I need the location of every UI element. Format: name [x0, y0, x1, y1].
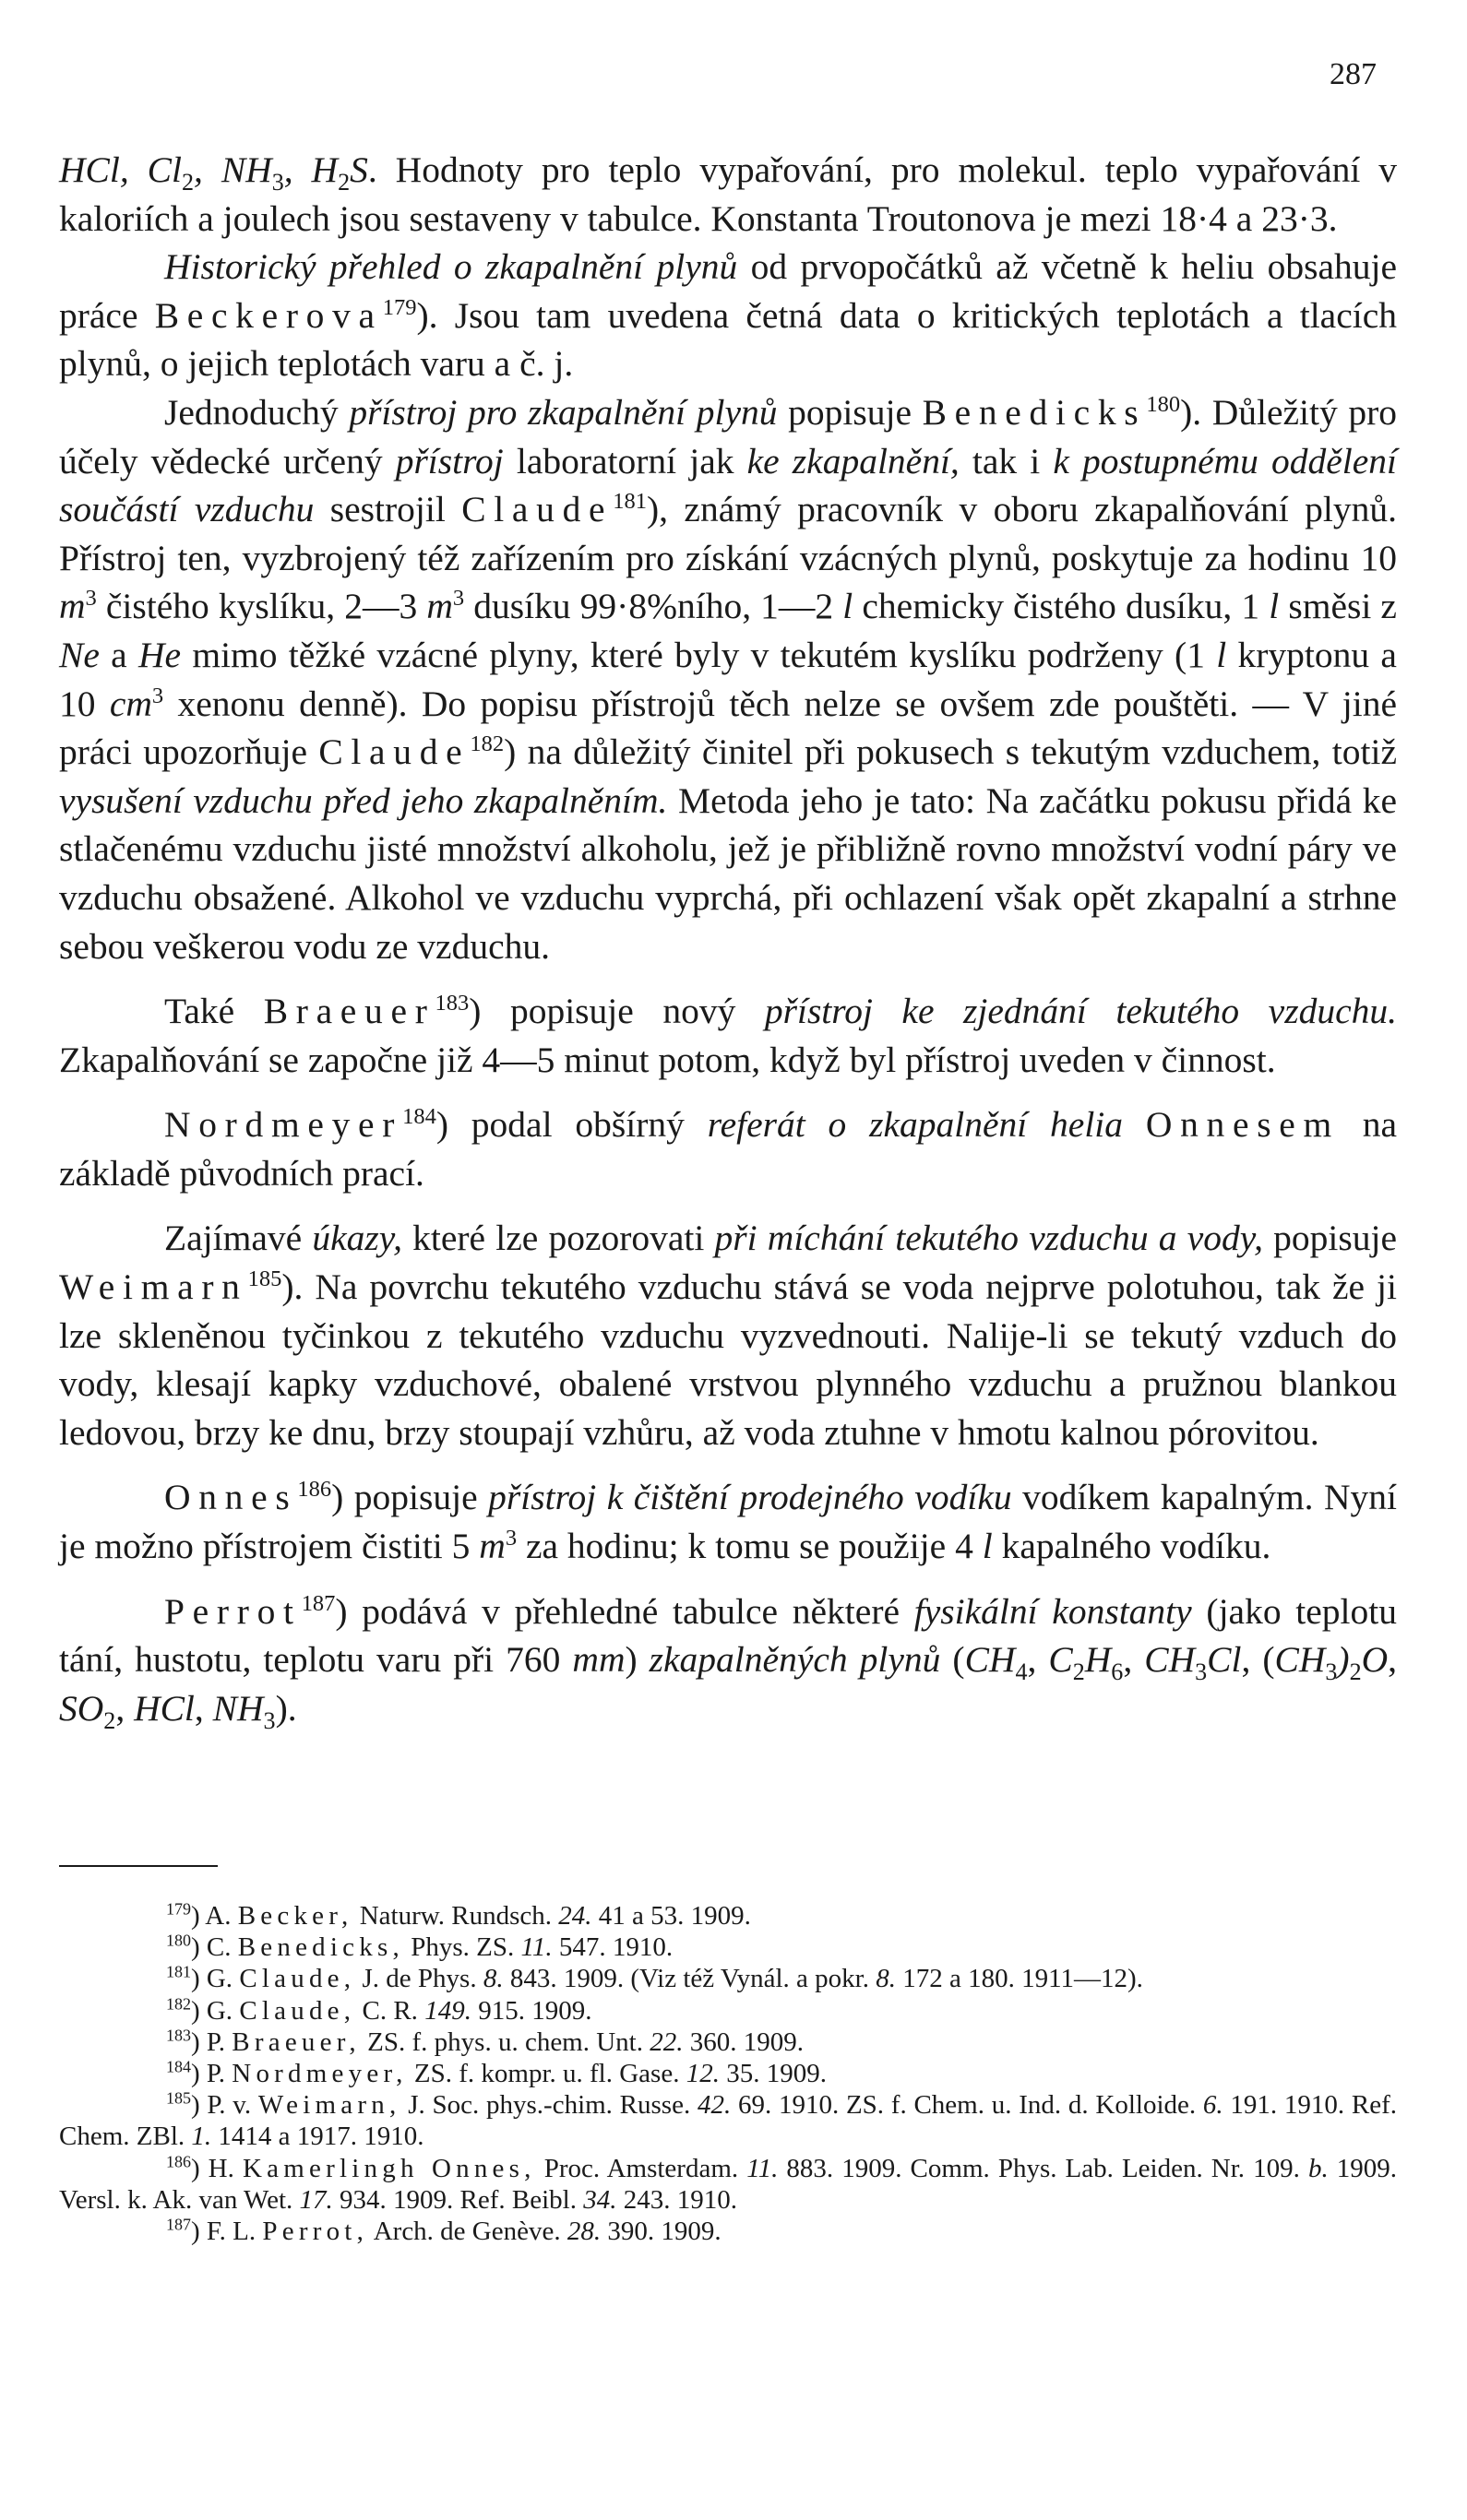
- text-run: čistého kyslíku, 2—3: [96, 586, 427, 627]
- italic-text: 1.: [191, 2122, 212, 2152]
- text-run: ).: [275, 1687, 297, 1729]
- superscript: 179: [166, 1899, 191, 1919]
- text-run: 1909. Versl. k. Ak. van Wet.: [59, 2153, 1398, 2215]
- superscript: 186: [166, 2151, 191, 2170]
- italic-text: cm: [109, 683, 152, 724]
- text-run: . Hodnoty pro teplo vypařování, pro molekul. teplo vypařování v kaloriích a joulech jsou sestaveny v tabulce. Konstanta Troutonova je mezi 18·4 a 23·3.: [59, 149, 1398, 239]
- italic-text: 17.: [299, 2184, 333, 2215]
- italic-text: mm: [572, 1639, 626, 1681]
- text-run: Zkapalňování se započne již 4—5 minut potom, když byl přístroj uveden v činnost.: [59, 1039, 1276, 1080]
- italic-text: při míchání tekutého vzduchu a vody,: [714, 1218, 1263, 1259]
- paragraph: [59, 1100, 1397, 1197]
- text-run: 172 a 180. 1911—12).: [895, 1964, 1143, 1994]
- superscript: 182: [470, 731, 505, 756]
- footnote: [59, 1963, 1397, 1994]
- text-run: ) G.: [190, 1964, 240, 1994]
- text-run: 191. 1910. Ref. Chem. ZBl.: [59, 2090, 1397, 2152]
- italic-text: , NH: [194, 149, 272, 190]
- text-run: kapalného vodíku.: [992, 1526, 1271, 1567]
- italic-text: l: [842, 586, 853, 627]
- italic-text: ke zkapalnění,: [746, 440, 960, 481]
- italic-text: l: [982, 1526, 993, 1567]
- superscript: 181: [166, 1962, 191, 1981]
- text-run: směsi z: [1279, 586, 1397, 627]
- spaced-name: Perrot: [164, 1590, 302, 1632]
- italic-text: HCl: [134, 1687, 195, 1729]
- italic-text: 11.: [746, 2153, 779, 2183]
- text-run: ). Jsou tam uvedena četná data o kritických teplotách a tlacích plynů, o jejich teplotách varu a č. j.: [59, 294, 1398, 385]
- italic-text: He: [138, 634, 182, 675]
- text-run: 35. 1909.: [719, 2059, 827, 2089]
- footnote: [59, 2027, 1397, 2058]
- text-run: ) popisuje nový: [469, 991, 765, 1032]
- paragraph: [59, 1473, 1397, 1570]
- text-run: ) podal obšírný: [435, 1104, 708, 1146]
- spaced-name: Beckerova: [154, 294, 383, 336]
- text-run: Také: [164, 991, 264, 1032]
- superscript: 180: [1146, 391, 1181, 417]
- text-run: ZS. f. phys. u. chem. Unt.: [360, 2027, 650, 2057]
- italic-text: m: [59, 586, 86, 627]
- footnote: [59, 1932, 1397, 1963]
- superscript: 184: [402, 1104, 436, 1130]
- text-run: ), známý pracovník v oboru zkapalňování plynů. Přístroj ten, vyzbrojený též zařízením pro získání vzácných plynů, poskytuje za hodinu 10: [59, 489, 1398, 578]
- subscript: 2: [181, 168, 195, 196]
- subscript: 6: [1111, 1658, 1124, 1686]
- text-run: ,: [115, 1687, 135, 1729]
- spaced-name: Weimarn: [59, 1266, 248, 1308]
- italic-text: l: [1216, 634, 1227, 675]
- italic-text: HCl, Cl: [59, 149, 182, 190]
- spaced-name: Claude,: [239, 1995, 356, 2026]
- italic-text: 149.: [424, 1995, 471, 2026]
- italic-text: 12.: [686, 2059, 720, 2089]
- italic-text: 11.: [520, 1932, 553, 1963]
- italic-text: 28.: [567, 2217, 602, 2247]
- superscript: 183: [435, 990, 470, 1016]
- spaced-name: Onnes: [164, 1477, 298, 1518]
- italic-text: fysikální konstanty: [913, 1590, 1192, 1632]
- italic-text: 22.: [650, 2027, 684, 2057]
- superscript: 181: [613, 489, 647, 514]
- subscript: 4: [1015, 1658, 1028, 1686]
- text-run: ZS. f. kompr. u. fl. Gase.: [407, 2059, 686, 2089]
- subscript: 3: [271, 168, 284, 196]
- spaced-name: Becker,: [237, 1901, 353, 1931]
- text-run: sestrojil: [314, 489, 462, 530]
- italic-text: m: [479, 1526, 506, 1567]
- italic-text: referát o zkapalnění helia: [707, 1104, 1124, 1146]
- text-run: ,: [1388, 1639, 1397, 1681]
- italic-text: , H: [283, 149, 339, 190]
- italic-text: úkazy,: [312, 1218, 402, 1259]
- text-run: 915. 1909.: [471, 1995, 592, 2026]
- text-run: 69. 1910. ZS. f. Chem. u. Ind. d. Kolloide.: [731, 2090, 1203, 2121]
- text-run: které lze pozorovati: [401, 1218, 715, 1259]
- subscript: 2: [1072, 1658, 1085, 1686]
- paragraph: [59, 987, 1397, 1084]
- italic-text: l: [1269, 586, 1280, 627]
- italic-text: S: [350, 149, 368, 190]
- text-run: tak i: [959, 440, 1054, 481]
- spaced-name: Braeuer,: [232, 2027, 361, 2057]
- text-run: , (: [1241, 1639, 1275, 1681]
- spaced-name: Kamerlingh Onnes,: [242, 2153, 536, 2183]
- superscript: 186: [297, 1477, 332, 1503]
- subscript: 3: [263, 1706, 276, 1734]
- italic-text: zkapalněných plynů: [649, 1639, 941, 1681]
- text-run: C. R.: [355, 1995, 425, 2026]
- superscript: 3: [452, 586, 465, 612]
- italic-text: 6.: [1202, 2090, 1223, 2121]
- spaced-name: Claude: [318, 731, 471, 773]
- italic-text: 8.: [483, 1964, 504, 1994]
- superscript: 187: [166, 2215, 191, 2234]
- spaced-name: Claude,: [239, 1964, 356, 1994]
- text-run: ). Na povrchu tekutého vzduchu stává se voda nejprve polotuhou, tak že ji lze skleněnou tyčinkou z tekutého vzduchu vyzvednouti. Nalije-li se tekutý vzduch do vody, klesají kapky vzduchové, obalené vrstvou plynného vzduchu a pružnou blankou ledovou, brzy ke dnu, brzy stoupají vzhůru, až voda ztuhne v hmotu kalnou pórovitou.: [59, 1266, 1397, 1453]
- paragraph: [59, 243, 1397, 388]
- footnote: [59, 2216, 1397, 2247]
- superscript: 3: [85, 586, 97, 612]
- spaced-name: Benedicks,: [237, 1932, 404, 1963]
- superscript: 187: [301, 1590, 336, 1616]
- paragraph: [59, 1587, 1397, 1733]
- text-run: J. de Phys.: [355, 1964, 483, 1994]
- italic-text: 8.: [876, 1964, 896, 1994]
- spaced-name: Weimarn,: [257, 2090, 401, 2121]
- italic-text: CH: [1144, 1639, 1196, 1681]
- italic-text: 34.: [583, 2184, 617, 2215]
- italic-text: k postupnému oddělení součástí vzduchu: [59, 440, 1398, 530]
- text-run: od prvopočátků až včetně k heliu obsahuje práce: [59, 246, 1398, 336]
- spaced-name: Nordmeyer,: [232, 2059, 408, 2089]
- italic-text: CH: [1274, 1639, 1326, 1681]
- italic-text: O: [1361, 1639, 1389, 1681]
- italic-text: SO: [59, 1687, 104, 1729]
- superscript: 183: [166, 2026, 191, 2045]
- body-text: [59, 146, 1397, 1732]
- italic-text: přístroj ke zjednání tekutého vzduchu.: [764, 991, 1397, 1032]
- text-run: ) H.: [190, 2153, 243, 2183]
- page-number: 287: [1330, 57, 1377, 91]
- footnotes: [59, 1900, 1397, 2247]
- footnote: [59, 2058, 1397, 2089]
- text-run: chemicky čistého dusíku, 1: [853, 586, 1270, 627]
- italic-text: přístroj pro zkapalnění plynů: [349, 391, 778, 433]
- italic-text: NH: [212, 1687, 264, 1729]
- spaced-name: Claude: [461, 489, 614, 530]
- text-run: ) C.: [190, 1932, 238, 1963]
- subscript: 3: [1195, 1658, 1208, 1686]
- subscript: 3: [1325, 1658, 1338, 1686]
- spaced-name: Perrot,: [262, 2217, 369, 2247]
- superscript: 182: [166, 1993, 191, 2013]
- text-run: dusíku 99·8%ního, 1—2: [464, 586, 843, 627]
- text-run: xenonu denně). Do popisu přístrojů těch nelze se ovšem zde pouštěti. — V jiné práci upozorňuje: [59, 683, 1397, 773]
- text-run: ) podává v přehledné tabulce některé: [335, 1590, 914, 1632]
- text-run: (jako teplotu tání, hustotu, teplotu varu při 760: [59, 1590, 1398, 1681]
- text-run: ) popisuje: [331, 1477, 489, 1518]
- text-run: Proc. Amsterdam.: [535, 2153, 747, 2183]
- text-run: ) G.: [190, 1995, 240, 2026]
- text-run: ) P.: [190, 2027, 233, 2057]
- text-run: popisuje: [777, 391, 923, 433]
- text-run: ,: [1123, 1639, 1145, 1681]
- text-run: 883. 1909. Comm. Phys. Lab. Leiden. Nr. 109.: [778, 2153, 1308, 2183]
- italic-text: b.: [1307, 2153, 1329, 2183]
- footnote: [59, 2153, 1397, 2216]
- subscript: 2: [1349, 1658, 1362, 1686]
- italic-text: CH: [964, 1639, 1016, 1681]
- text-run: Jednoduchý: [164, 391, 350, 433]
- footnote: [59, 1995, 1397, 2027]
- italic-text: přístroj: [395, 440, 504, 481]
- superscript: 3: [151, 683, 164, 708]
- superscript: 179: [382, 294, 417, 320]
- text-run: ) na důležitý činitel při pokusech s tekutým vzduchem, totiž: [504, 731, 1397, 773]
- italic-text: vysušení vzduchu před jeho zkapalněním.: [59, 779, 668, 821]
- footnote-divider: [59, 1865, 218, 1867]
- text-run: 360. 1909.: [683, 2027, 804, 2057]
- text-run: Arch. de Genève.: [368, 2217, 567, 2247]
- text-run: a: [99, 634, 138, 675]
- text-run: ) F. L.: [190, 2217, 263, 2247]
- superscript: 184: [166, 2057, 191, 2076]
- italic-text: 42.: [697, 2090, 732, 2121]
- text-run: 243. 1910.: [616, 2184, 737, 2215]
- text-run: ) P. v.: [190, 2090, 258, 2121]
- italic-text: 24.: [558, 1901, 592, 1931]
- italic-text: ): [1337, 1639, 1350, 1681]
- italic-text: Historický přehled o zkapalnění plynů: [164, 246, 738, 288]
- spaced-name: Nordmeyer: [164, 1104, 403, 1146]
- text-run: ,: [1027, 1639, 1049, 1681]
- text-run: ,: [194, 1687, 213, 1729]
- text-run: Zajímavé: [164, 1218, 313, 1259]
- subscript: 2: [103, 1706, 116, 1734]
- text-run: ). Důležitý pro účely vědecké určený: [59, 391, 1398, 481]
- paragraph: [59, 146, 1397, 243]
- italic-text: přístroj k čištění prodejného vodíku: [488, 1477, 1012, 1518]
- italic-text: C: [1048, 1639, 1073, 1681]
- paragraph: [59, 388, 1397, 970]
- text-run: vodíkem kapalným. Nyní je možno přístrojem čistiti 5: [59, 1477, 1397, 1567]
- text-run: 934. 1909. Ref. Beibl.: [332, 2184, 584, 2215]
- paragraph: [59, 1214, 1397, 1456]
- superscript: 180: [166, 1931, 191, 1950]
- italic-text: H: [1084, 1639, 1112, 1681]
- text-run: 41 a 53. 1909.: [591, 1901, 751, 1931]
- footnote: [59, 1900, 1397, 1932]
- text-run: (: [940, 1639, 965, 1681]
- spaced-name: Benedicks: [922, 391, 1147, 433]
- text-run: Metoda jeho je tato: Na začátku pokusu přidá ke stlačenému vzduchu jisté množství alkoholu, jež je přibližně rovno množství vodní páry ve vzduchu obsažené. Alkohol ve vzduchu vyprchá, při ochlazení však opět zkapalní a strhne sebou veškerou vodu ze vzduchu.: [59, 779, 1397, 967]
- text-run: [1123, 1104, 1146, 1145]
- italic-text: Cl: [1207, 1639, 1242, 1681]
- italic-text: m: [426, 586, 453, 627]
- spaced-name: Braeuer: [263, 991, 435, 1032]
- text-run: na základě původních prací.: [59, 1104, 1398, 1194]
- text-run: 547. 1910.: [552, 1932, 674, 1963]
- text-run: ) P.: [190, 2059, 233, 2089]
- text-run: za hodinu; k tomu se použije 4: [517, 1526, 983, 1567]
- text-run: laboratorní jak: [503, 440, 747, 481]
- text-run: Naturw. Rundsch.: [352, 1901, 559, 1931]
- text-run: popisuje: [1262, 1218, 1398, 1259]
- text-run: 1414 a 1917. 1910.: [211, 2122, 424, 2152]
- text-run: Phys. ZS.: [403, 1932, 521, 1963]
- text-run: ) A.: [190, 1901, 238, 1931]
- text-run: ): [625, 1639, 650, 1681]
- superscript: 185: [166, 2088, 191, 2108]
- text-run: mimo těžké vzácné plyny, které byly v tekutém kyslíku podrženy (1: [181, 634, 1217, 675]
- superscript: 3: [505, 1525, 518, 1551]
- text-run: kryptonu a 10: [59, 634, 1397, 724]
- subscript: 2: [338, 168, 351, 196]
- text-run: 843. 1909. (Viz též Vynál. a pokr.: [503, 1964, 877, 1994]
- spaced-name: Onnesem: [1145, 1104, 1340, 1146]
- footnote: [59, 2089, 1397, 2152]
- superscript: 185: [247, 1266, 282, 1291]
- text-run: 390. 1909.: [601, 2217, 722, 2247]
- italic-text: Ne: [59, 634, 100, 675]
- text-run: J. Soc. phys.-chim. Russe.: [400, 2090, 698, 2121]
